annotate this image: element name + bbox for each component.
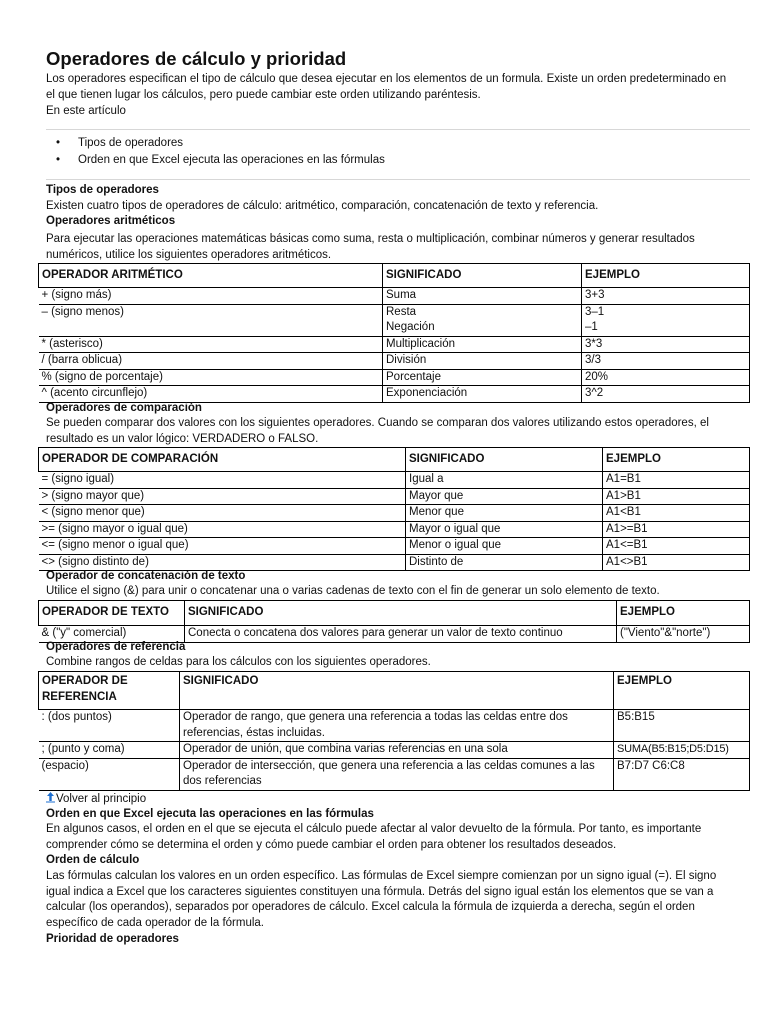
example-cell: 3+3 bbox=[582, 288, 750, 305]
meaning-cell: Exponenciación bbox=[383, 386, 582, 403]
comparison-heading: Operadores de comparación bbox=[46, 402, 202, 414]
meaning-cell: Mayor que bbox=[406, 488, 603, 505]
column-header: EJEMPLO bbox=[603, 448, 750, 472]
intro-paragraph: Los operadores especifican el tipo de cálculo que desea ejecutar en los elementos de un formula. Existe un orden predeterminado en el que tienen lugar los cálculos, pero puede cambiar este orden utilizando paréntesis. bbox=[46, 73, 727, 101]
divider-bottom bbox=[46, 179, 750, 180]
column-header: OPERADOR DE COMPARACIÓN bbox=[39, 448, 406, 472]
meaning-cell: Suma bbox=[383, 288, 582, 305]
reference-text: Combine rangos de celdas para los cálculos con los siguientes operadores. bbox=[46, 656, 431, 668]
table-row bbox=[39, 505, 750, 522]
calc-order-heading: Orden de cálculo bbox=[46, 854, 140, 866]
example-cell: 3*3 bbox=[582, 336, 750, 353]
operator-cell: * (asterisco) bbox=[39, 336, 383, 353]
meaning-cell: Menor o igual que bbox=[406, 538, 603, 555]
text-operator-text: Utilice el signo (&) para unir o concatenar una o varias cadenas de texto con el fin de generar un solo elemento de texto. bbox=[46, 585, 660, 597]
operator-cell: = (signo igual) bbox=[39, 472, 406, 489]
table-row bbox=[39, 369, 750, 386]
operator-cell: + (signo más) bbox=[39, 288, 383, 305]
table-row bbox=[39, 304, 750, 320]
operator-cell: <= (signo menor o igual que) bbox=[39, 538, 406, 555]
table-header-row bbox=[39, 448, 750, 472]
operator-cell: % (signo de porcentaje) bbox=[39, 369, 383, 386]
operator-cell: – (signo menos) bbox=[39, 304, 383, 336]
text-operator-heading: Operador de concatenación de texto bbox=[46, 570, 246, 582]
column-header: OPERADOR DE REFERENCIA bbox=[39, 672, 180, 710]
priority-heading: Prioridad de operadores bbox=[46, 933, 179, 945]
order-heading: Orden en que Excel ejecuta las operaciones en las fórmulas bbox=[46, 808, 374, 820]
column-header: EJEMPLO bbox=[614, 672, 750, 710]
table-row bbox=[39, 742, 750, 759]
table-header-row bbox=[39, 672, 750, 710]
arithmetic-text: Para ejecutar las operaciones matemáticas básicas como suma, resta o multiplicación, combinar números y generar resultados numéricos, utilice los siguientes operadores aritméticos. bbox=[46, 233, 695, 261]
example-cell: 20% bbox=[582, 369, 750, 386]
table-row bbox=[39, 472, 750, 489]
operator-cell: >= (signo mayor o igual que) bbox=[39, 521, 406, 538]
arithmetic-heading: Operadores aritméticos bbox=[46, 215, 176, 227]
operator-cell: ; (punto y coma) bbox=[39, 742, 180, 759]
meaning-cell: Negación bbox=[383, 320, 582, 336]
column-header: EJEMPLO bbox=[617, 601, 750, 626]
table-row bbox=[39, 353, 750, 370]
table-row bbox=[39, 521, 750, 538]
meaning-cell: Resta bbox=[383, 304, 582, 320]
meaning-cell: Distinto de bbox=[406, 554, 603, 571]
table-of-contents bbox=[46, 136, 385, 170]
column-header: SIGNIFICADO bbox=[180, 672, 614, 710]
operator-cell: <> (signo distinto de) bbox=[39, 554, 406, 571]
example-cell: ("Viento"&"norte") bbox=[617, 626, 750, 643]
example-cell: A1>B1 bbox=[603, 488, 750, 505]
comparison-table bbox=[38, 447, 750, 571]
in-this-article-label: En este artículo bbox=[46, 105, 126, 117]
meaning-cell: Operador de rango, que genera una referencia a todas las celdas entre dos referencias, éstas incluidas. bbox=[180, 710, 614, 742]
example-cell: –1 bbox=[582, 320, 750, 336]
meaning-cell: Mayor o igual que bbox=[406, 521, 603, 538]
column-header: EJEMPLO bbox=[582, 264, 750, 288]
meaning-cell: Porcentaje bbox=[383, 369, 582, 386]
divider-top bbox=[46, 129, 750, 130]
example-cell: 3^2 bbox=[582, 386, 750, 403]
meaning-cell: División bbox=[383, 353, 582, 370]
operator-cell: & ("y" comercial) bbox=[39, 626, 185, 643]
arithmetic-table bbox=[38, 263, 750, 403]
types-text: Existen cuatro tipos de operadores de cálculo: aritmético, comparación, concatenación de texto y referencia. bbox=[46, 200, 599, 212]
table-row bbox=[39, 538, 750, 555]
table-row bbox=[39, 488, 750, 505]
meaning-cell: Igual a bbox=[406, 472, 603, 489]
table-row bbox=[39, 758, 750, 790]
example-cell: SUMA(B5:B15;D5:D15) bbox=[614, 742, 750, 759]
example-cell: B5:B15 bbox=[614, 710, 750, 742]
meaning-cell: Operador de unión, que combina varias referencias en una sola bbox=[180, 742, 614, 759]
example-cell: A1<>B1 bbox=[603, 554, 750, 571]
back-to-top-label: Volver al principio bbox=[56, 793, 147, 805]
column-header: SIGNIFICADO bbox=[406, 448, 603, 472]
text-operator-table bbox=[38, 600, 750, 643]
calc-order-text: Las fórmulas calculan los valores en un orden específico. Las fórmulas de Excel siempre comienzan por un signo igual (=). El signo igual indica a Excel que los caracteres siguientes constituyen una fórmula. Detrás del signo igual están los elementos que se van a calcular (los operandos), separados por operadores de cálculo. Excel calcula la fórmula de izquierda a derecha, según el orden específico de cada operador de la fórmula. bbox=[46, 870, 717, 929]
column-header: SIGNIFICADO bbox=[185, 601, 617, 626]
toc-link-orden[interactable]: • Orden en que Excel ejecuta las operaciones en las fórmulas bbox=[46, 153, 385, 170]
operator-cell: / (barra oblicua) bbox=[39, 353, 383, 370]
types-heading: Tipos de operadores bbox=[46, 184, 159, 196]
table-row bbox=[39, 386, 750, 403]
operator-cell: : (dos puntos) bbox=[39, 710, 180, 742]
table-row bbox=[39, 336, 750, 353]
example-cell: 3/3 bbox=[582, 353, 750, 370]
column-header: SIGNIFICADO bbox=[383, 264, 582, 288]
arrow-up-icon bbox=[46, 791, 55, 803]
meaning-cell: Conecta o concatena dos valores para generar un valor de texto continuo bbox=[185, 626, 617, 643]
operator-cell: (espacio) bbox=[39, 758, 180, 790]
meaning-cell: Operador de intersección, que genera una referencia a las celdas comunes a las dos referencias bbox=[180, 758, 614, 790]
comparison-text: Se pueden comparar dos valores con los siguientes operadores. Cuando se comparan dos valores utilizando estos operadores, el resultado es un valor lógico: VERDADERO o FALSO. bbox=[46, 417, 709, 445]
example-cell: A1>=B1 bbox=[603, 521, 750, 538]
back-to-top-link[interactable] bbox=[46, 791, 146, 808]
page-title: Operadores de cálculo y prioridad bbox=[46, 48, 347, 69]
meaning-cell: Multiplicación bbox=[383, 336, 582, 353]
table-header-row bbox=[39, 264, 750, 288]
table-header-row bbox=[39, 601, 750, 626]
example-cell: A1<B1 bbox=[603, 505, 750, 522]
table-row bbox=[39, 710, 750, 742]
example-cell: 3–1 bbox=[582, 304, 750, 320]
table-row bbox=[39, 288, 750, 305]
reference-heading: Operadores de referencia bbox=[46, 641, 186, 653]
reference-table bbox=[38, 671, 750, 791]
example-cell: A1=B1 bbox=[603, 472, 750, 489]
operator-cell: < (signo menor que) bbox=[39, 505, 406, 522]
toc-link-tipos[interactable]: • Tipos de operadores bbox=[46, 136, 385, 153]
column-header: OPERADOR ARITMÉTICO bbox=[39, 264, 383, 288]
meaning-cell: Menor que bbox=[406, 505, 603, 522]
example-cell: B7:D7 C6:C8 bbox=[614, 758, 750, 790]
column-header: OPERADOR DE TEXTO bbox=[39, 601, 185, 626]
operator-cell: ^ (acento circunflejo) bbox=[39, 386, 383, 403]
order-text: En algunos casos, el orden en el que se ejecuta el cálculo puede afectar al valor devuelto de la fórmula. Por tanto, es importante comprender cómo se determina el orden y cómo puede cambiar el orden para obtener los resultados deseados. bbox=[46, 823, 702, 851]
operator-cell: > (signo mayor que) bbox=[39, 488, 406, 505]
example-cell: A1<=B1 bbox=[603, 538, 750, 555]
